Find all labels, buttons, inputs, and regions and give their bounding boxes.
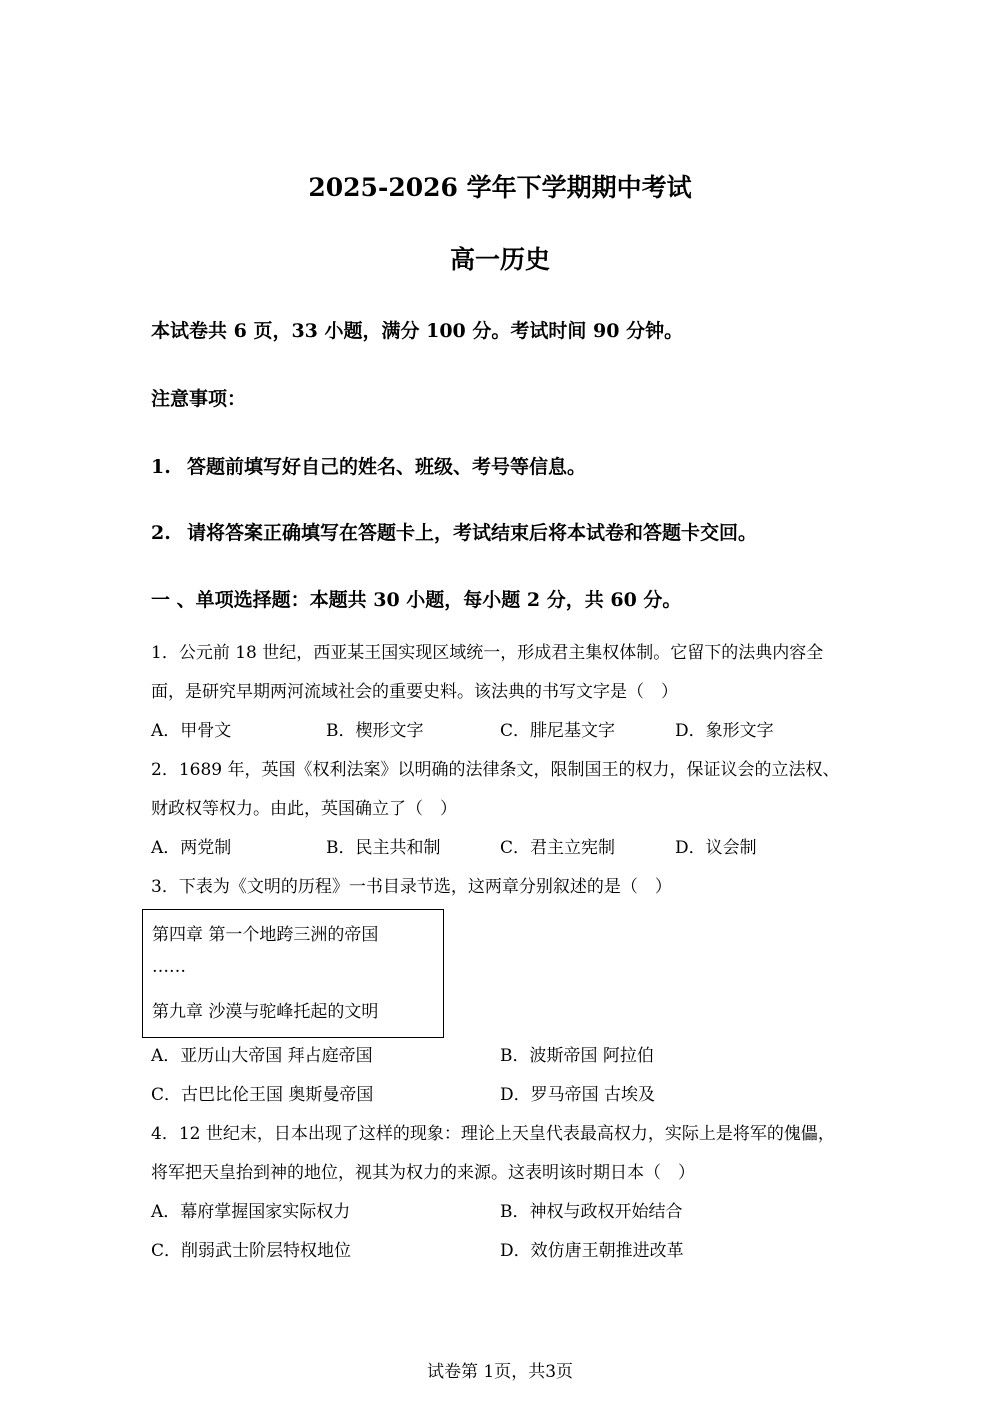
notice-heading: 注意事项： bbox=[151, 388, 247, 410]
section-heading: 一 、单项选择题：本题共 30 小题，每小题 2 分，共 60 分。 bbox=[151, 589, 682, 611]
question-2-option-b: B．民主共和制 bbox=[326, 838, 441, 858]
question-3-line-1: 3．下表为《文明的历程》一书目录节选，这两章分别叙述的是（ ） bbox=[151, 877, 672, 897]
exam-title: 2025-2026 学年下学期期中考试 bbox=[308, 173, 692, 202]
question-2-option-d: D．议会制 bbox=[675, 838, 757, 858]
notice-item bbox=[151, 518, 757, 545]
table-row: 第九章 沙漠与驼峰托起的文明 bbox=[152, 1002, 379, 1022]
question-4-line-2: 将军把天皇抬到神的地位，视其为权力的来源。这表明该时期日本（ ） bbox=[151, 1163, 695, 1183]
question-1-option-d: D．象形文字 bbox=[675, 721, 774, 741]
question-2-line-2: 财政权等权力。由此，英国确立了（ ） bbox=[151, 799, 457, 819]
question-4-line-1: 4．12 世纪末，日本出现了这样的现象：理论上天皇代表最高权力，实际上是将军的傀儡， bbox=[151, 1124, 835, 1144]
question-1-option-c: C．腓尼基文字 bbox=[500, 721, 616, 741]
question-3-option-a: A．亚历山大帝国 拜占庭帝国 bbox=[151, 1046, 373, 1066]
page-footer: 试卷第 1页，共3页 bbox=[426, 1362, 574, 1382]
question-3-table bbox=[142, 909, 444, 1038]
question-3-option-d: D．罗马帝国 古埃及 bbox=[500, 1085, 656, 1105]
question-1-line-2: 面，是研究早期两河流域社会的重要史料。该法典的书写文字是（ ） bbox=[151, 682, 678, 702]
table-row: 第四章 第一个地跨三洲的帝国 bbox=[152, 925, 379, 945]
question-4-option-c: C．削弱武士阶层特权地位 bbox=[151, 1241, 352, 1261]
exam-subject: 高一历史 bbox=[449, 245, 550, 274]
notice-item-number: 1. bbox=[151, 456, 171, 478]
notice-item bbox=[151, 452, 586, 479]
question-2-option-a: A．两党制 bbox=[151, 838, 232, 858]
exam-intro: 本试卷共 6 页，33 小题，满分 100 分。考试时间 90 分钟。 bbox=[151, 320, 684, 342]
notice-item-text: 请将答案正确填写在答题卡上，考试结束后将本试卷和答题卡交回。 bbox=[187, 522, 758, 544]
question-1-option-a: A．甲骨文 bbox=[151, 721, 232, 741]
question-1-line-1: 1．公元前 18 世纪，西亚某王国实现区域统一，形成君主集权体制。它留下的法典内容全 bbox=[151, 643, 824, 663]
table-row: …… bbox=[152, 957, 186, 977]
question-2-option-c: C．君主立宪制 bbox=[500, 838, 616, 858]
notice-item-number: 2. bbox=[151, 522, 171, 544]
question-3-option-b: B．波斯帝国 阿拉伯 bbox=[500, 1046, 654, 1066]
question-2-line-1: 2．1689 年，英国《权利法案》以明确的法律条文，限制国王的权力，保证议会的立法权、 bbox=[151, 760, 840, 780]
notice-item-text: 答题前填写好自己的姓名、班级、考号等信息。 bbox=[187, 456, 587, 478]
question-4-option-d: D．效仿唐王朝推进改革 bbox=[500, 1241, 684, 1261]
question-3-option-c: C．古巴比伦王国 奥斯曼帝国 bbox=[151, 1085, 374, 1105]
question-4-option-b: B．神权与政权开始结合 bbox=[500, 1202, 683, 1222]
question-4-option-a: A．幕府掌握国家实际权力 bbox=[151, 1202, 351, 1222]
question-1-option-b: B．楔形文字 bbox=[326, 721, 424, 741]
